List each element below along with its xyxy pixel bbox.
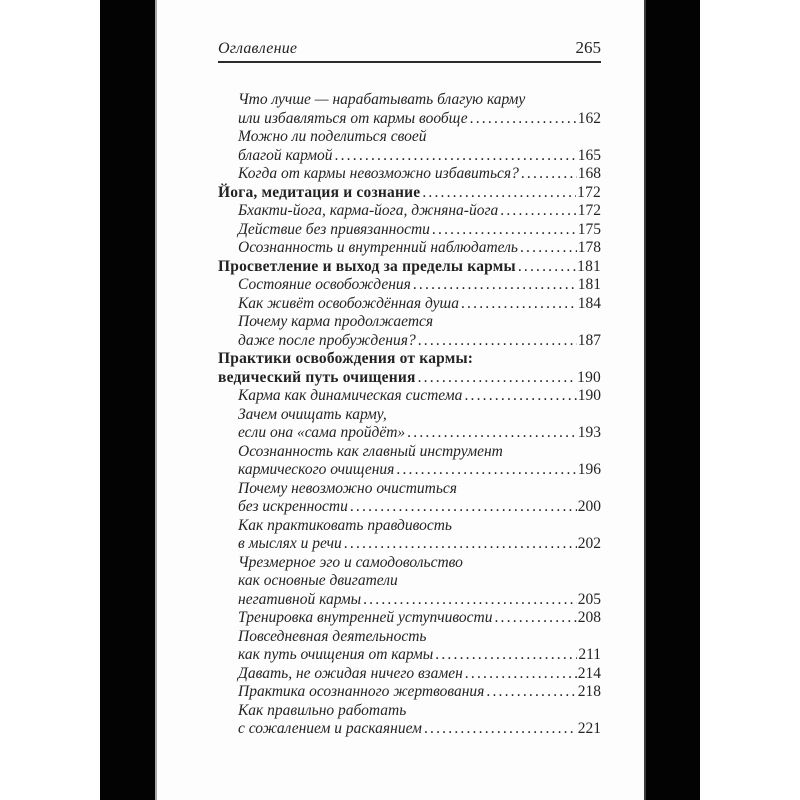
toc-line (218, 646, 601, 665)
toc-line-text: как основные двигатели (238, 572, 398, 589)
toc-line (218, 480, 601, 499)
toc-entry-page-number: 181 (577, 276, 601, 293)
toc-entry-page-number: 162 (577, 109, 601, 127)
toc-entry-page-number: 205 (577, 590, 601, 608)
toc-dot-leader (518, 258, 576, 277)
running-head-title: Оглавление (218, 40, 298, 57)
toc-line (218, 720, 601, 739)
toc-line (218, 147, 601, 166)
toc-line (218, 461, 601, 480)
toc-dot-leader (418, 332, 577, 351)
toc-entry-page-number: 187 (577, 331, 601, 349)
toc-line (218, 350, 601, 369)
toc-entry-page-number: 175 (577, 220, 601, 238)
toc-dot-leader (465, 665, 577, 684)
toc-line-text: Зачем очищать карму, (238, 405, 387, 423)
toc-line-text: Состояние освобождения (238, 276, 411, 293)
toc-entry-page-number: 193 (577, 424, 601, 441)
toc-dot-leader (363, 591, 577, 610)
toc-entry-page-number: 168 (577, 165, 601, 182)
toc-line-text: Повседневная деятельность (238, 627, 427, 645)
toc-line-text: Йога, медитация и сознание (218, 183, 421, 201)
toc-line (218, 554, 601, 573)
toc-line-text: Осознанность и внутренний наблюдатель (238, 239, 518, 256)
toc-dot-leader (432, 221, 577, 240)
toc-line-text: Карма как динамическая система (238, 387, 463, 404)
toc-list (218, 91, 601, 739)
toc-line-text: кармического очищения (238, 461, 395, 478)
toc-line-text: с сожалением и раскаянием (238, 720, 422, 737)
toc-entry-page-number: 190 (577, 387, 601, 404)
toc-line (218, 609, 601, 628)
toc-line (218, 239, 601, 258)
toc-line (218, 572, 601, 591)
toc-line-text: Когда от кармы невозможно избавиться? (238, 165, 519, 182)
toc-line (218, 535, 601, 554)
toc-line (218, 91, 601, 110)
toc-line (218, 128, 601, 147)
toc-dot-leader (435, 646, 577, 665)
toc-dot-leader (335, 147, 577, 166)
toc-line-text: Осознанность как главный инструмент (238, 442, 503, 460)
toc-line (218, 424, 601, 443)
toc-dot-leader (418, 369, 577, 388)
toc-line-text: даже после пробуждения? (238, 331, 416, 349)
toc-dot-leader (464, 387, 576, 406)
toc-line (218, 517, 601, 536)
toc-entry-page-number: 208 (577, 609, 601, 626)
toc-entry-page-number: 218 (577, 683, 601, 700)
toc-dot-leader (344, 535, 577, 554)
toc-entry-page-number: 184 (577, 294, 601, 312)
running-head (218, 38, 601, 58)
toc-dot-leader (350, 498, 577, 517)
toc-dot-leader (461, 295, 577, 314)
toc-dot-leader (494, 609, 576, 628)
toc-line (218, 369, 601, 388)
toc-entry-page-number: 200 (577, 498, 601, 515)
toc-entry-page-number: 181 (577, 257, 601, 275)
toc-line-text: Давать, не ожидая ничего взамен (238, 664, 463, 682)
toc-line-text: как путь очищения от кармы (238, 646, 434, 663)
toc-line-text: Тренировка внутренней уступчивости (238, 609, 493, 626)
toc-line (218, 276, 601, 295)
toc-entry-page-number: 196 (577, 461, 601, 478)
toc-line-text: Практика осознанного жертвования (238, 683, 485, 700)
toc-entry-page-number: 221 (577, 720, 601, 737)
toc-line (218, 258, 601, 277)
toc-line-text: благой кармой (238, 146, 333, 164)
page-number: 265 (575, 38, 601, 57)
toc-line-text: без искренности (238, 498, 348, 515)
toc-line (218, 591, 601, 610)
toc-dot-leader (486, 683, 576, 702)
toc-line-text: Действие без привязанности (238, 220, 430, 238)
toc-dot-leader (521, 165, 577, 184)
toc-line-text: Как практиковать правдивость (238, 516, 452, 534)
toc-line (218, 110, 601, 129)
right-scan-edge (646, 0, 700, 800)
toc-line-text: Просветление и выход за пределы кармы (218, 257, 516, 275)
toc-line (218, 683, 601, 702)
toc-line-text: Можно ли поделиться своей (238, 128, 427, 145)
toc-line (218, 387, 601, 406)
toc-dot-leader (422, 184, 576, 203)
toc-line (218, 332, 601, 351)
toc-line-text: негативной кармы (238, 590, 362, 608)
toc-line (218, 628, 601, 647)
page-content (157, 38, 644, 739)
toc-entry-page-number: 190 (577, 368, 601, 386)
toc-dot-leader (407, 424, 577, 443)
toc-dot-leader (500, 202, 576, 221)
toc-dot-leader (470, 110, 577, 129)
toc-line-text: Как правильно работать (238, 701, 407, 719)
toc-line-text: Бхакти-йога, карма-йога, джняна-йога (238, 202, 499, 219)
toc-line (218, 295, 601, 314)
toc-line-text: Чрезмерное эго и самодовольство (238, 553, 463, 571)
toc-line (218, 498, 601, 517)
toc-line (218, 443, 601, 462)
toc-dot-leader (424, 720, 577, 739)
toc-line-text: Практики освобождения от кармы: (218, 350, 474, 367)
left-scan-edge (100, 0, 155, 800)
toc-entry-page-number: 172 (577, 183, 601, 201)
toc-entry-page-number: 202 (577, 535, 601, 552)
toc-dot-leader (520, 239, 577, 258)
page (155, 0, 646, 800)
toc-line (218, 313, 601, 332)
toc-line-text: или избавляться от кармы вообще (238, 109, 468, 127)
toc-line (218, 202, 601, 221)
toc-line (218, 406, 601, 425)
toc-line (218, 665, 601, 684)
toc-line-text: Почему невозможно очиститься (238, 479, 458, 497)
toc-line (218, 221, 601, 240)
toc-line-text: Как живёт освобождённая душа (238, 294, 459, 312)
toc-line-text: Почему карма продолжается (238, 313, 434, 330)
toc-entry-page-number: 214 (577, 664, 601, 682)
toc-entry-page-number: 211 (578, 646, 601, 663)
toc-entry-page-number: 172 (577, 202, 601, 219)
toc-line-text: ведический путь очищения (218, 368, 416, 386)
toc-entry-page-number: 178 (577, 239, 601, 256)
toc-line-text: если она «сама пройдёт» (238, 424, 406, 441)
toc-line-text: Что лучше — нарабатывать благую карму (238, 91, 526, 108)
toc-line-text: в мыслях и речи (238, 535, 342, 552)
toc-line (218, 702, 601, 721)
toc-entry-page-number: 165 (577, 146, 601, 164)
header-rule (218, 61, 601, 63)
toc-line (218, 184, 601, 203)
toc-dot-leader (413, 276, 577, 295)
toc-line (218, 165, 601, 184)
toc-dot-leader (396, 461, 576, 480)
